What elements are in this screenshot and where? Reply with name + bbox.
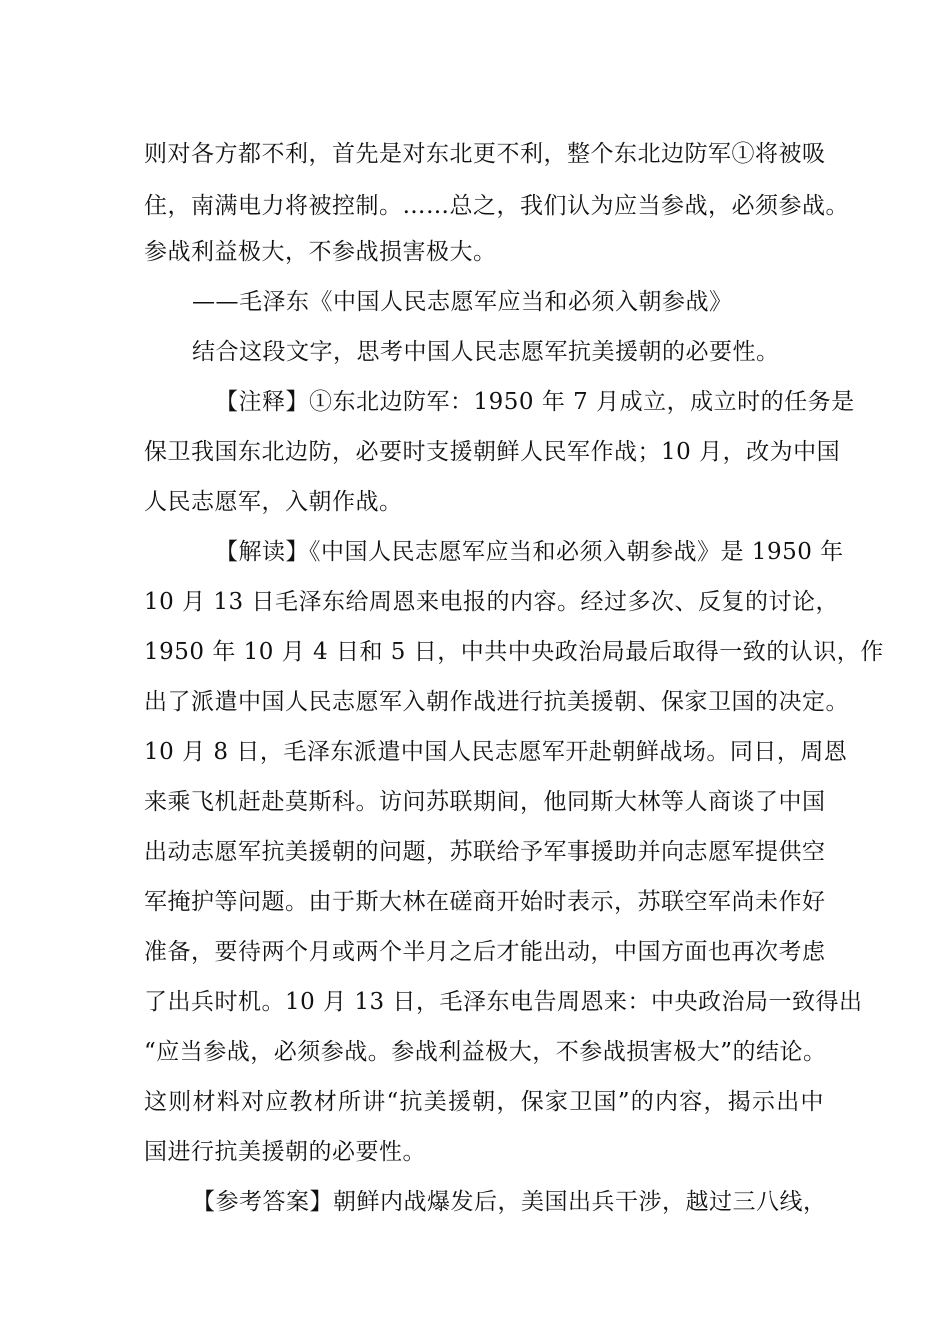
interpretation-line: 出动志愿军抗美援朝的问题，苏联给予军事援助并向志愿军提供空 bbox=[144, 839, 826, 865]
text-line: 参战利益极大，不参战损害极大。 bbox=[144, 239, 497, 265]
text-line: 住，南满电力将被控制。……总之，我们认为应当参战，必须参战。 bbox=[144, 193, 849, 219]
interpretation-line: 10 月 13 日毛泽东给周恩来电报的内容。经过多次、反复的讨论， bbox=[144, 589, 839, 615]
note-line: 人民志愿军，入朝作战。 bbox=[144, 489, 403, 515]
answer-line: 【参考答案】朝鲜内战爆发后，美国出兵干涉，越过三八线， bbox=[192, 1189, 827, 1215]
text-line: 则对各方都不利，首先是对东北更不利，整个东北边防军①将被吸 bbox=[144, 141, 826, 167]
question-prompt: 结合这段文字，思考中国人民志愿军抗美援朝的必要性。 bbox=[192, 339, 780, 365]
interpretation-line: 国进行抗美援朝的必要性。 bbox=[144, 1139, 426, 1165]
interpretation-line: 准备，要待两个月或两个半月之后才能出动，中国方面也再次考虑 bbox=[144, 939, 826, 965]
interpretation-line: 出了派遣中国人民志愿军入朝作战进行抗美援朝、保家卫国的决定。 bbox=[144, 689, 849, 715]
interpretation-line: 【解读】《中国人民志愿军应当和必须入朝参战》是 1950 年 bbox=[215, 539, 844, 565]
interpretation-line: 这则材料对应教材所讲“抗美援朝，保家卫国”的内容，揭示出中 bbox=[144, 1089, 824, 1115]
interpretation-line: 来乘飞机赶赴莫斯科。访问苏联期间，他同斯大林等人商谈了中国 bbox=[144, 789, 826, 815]
interpretation-line: “应当参战，必须参战。参战利益极大，不参战损害极大”的结论。 bbox=[144, 1039, 827, 1065]
interpretation-line: 了出兵时机。10 月 13 日，毛泽东电告周恩来：中央政治局一致得出 bbox=[144, 989, 863, 1015]
note-line: 保卫我国东北边防，必要时支援朝鲜人民军作战；10 月，改为中国 bbox=[144, 439, 841, 465]
note-line: 【注释】①东北边防军：1950 年 7 月成立，成立时的任务是 bbox=[215, 389, 855, 415]
interpretation-line: 10 月 8 日，毛泽东派遣中国人民志愿军开赴朝鲜战场。同日，周恩 bbox=[144, 739, 848, 765]
interpretation-line: 军掩护等问题。由于斯大林在磋商开始时表示，苏联空军尚未作好 bbox=[144, 889, 826, 915]
quote-source: ——毛泽东《中国人民志愿军应当和必须入朝参战》 bbox=[192, 289, 733, 315]
interpretation-line: 1950 年 10 月 4 日和 5 日，中共中央政治局最后取得一致的认识，作 bbox=[144, 639, 884, 665]
